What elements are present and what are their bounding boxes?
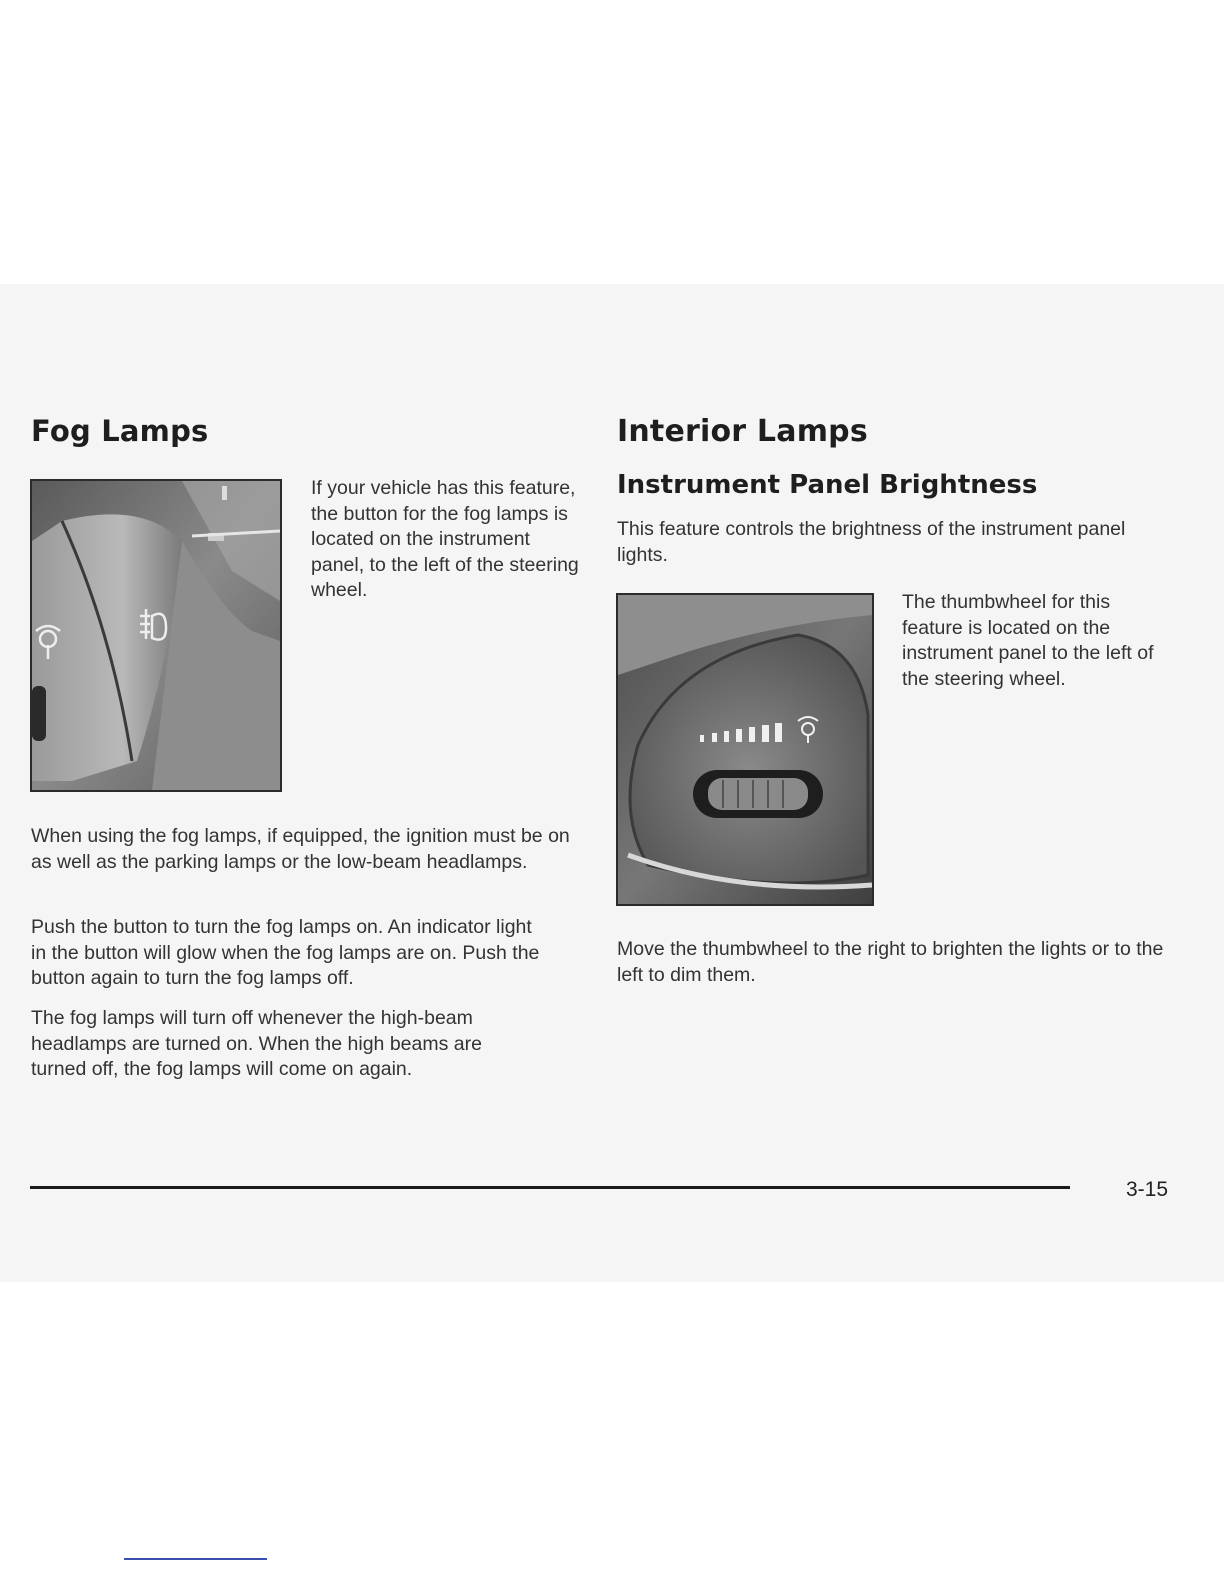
fog-lamps-heading: Fog Lamps: [31, 414, 209, 448]
instrument-panel-brightness-heading: Instrument Panel Brightness: [617, 470, 1038, 500]
footer-rule: [30, 1186, 1070, 1189]
fog-lamp-button-photo: [30, 479, 282, 792]
thumbwheel-photo-illustration: [618, 595, 872, 904]
thumbwheel-usage-text: Move the thumbwheel to the right to brighten the lights or to the left to dim them.: [617, 938, 1164, 986]
thumbwheel-photo: [616, 593, 874, 906]
brightness-intro-text: This feature controls the brightness of the instrument panel lights.: [617, 518, 1126, 566]
fog-lamps-paragraph-1: When using the fog lamps, if equipped, the ignition must be on as well as the parking lamps or the low-beam headlamps.: [31, 825, 570, 873]
interior-lamps-heading: Interior Lamps: [617, 414, 868, 449]
fog-lamp-photo-illustration: [32, 481, 280, 790]
fog-lamps-intro-text: If your vehicle has this feature, the button for the fog lamps is located on the instrument panel, to the left of the steering wheel.: [311, 477, 579, 601]
fog-lamps-paragraph-3: The fog lamps will turn off whenever the high-beam headlamps are turned on. When the high beams are turned off, the fog lamps will come on again.: [31, 1007, 482, 1080]
fog-lamps-paragraph-2: Push the button to turn the fog lamps on. An indicator light in the button will glow when the fog lamps are on. Push the button again to turn the fog lamps off.: [31, 916, 540, 989]
thumbwheel-location-text: The thumbwheel for this feature is located on the instrument panel to the left of the steering wheel.: [902, 591, 1154, 690]
page-number: 3-15: [1126, 1178, 1169, 1201]
bottom-link-underline: [124, 1558, 267, 1560]
